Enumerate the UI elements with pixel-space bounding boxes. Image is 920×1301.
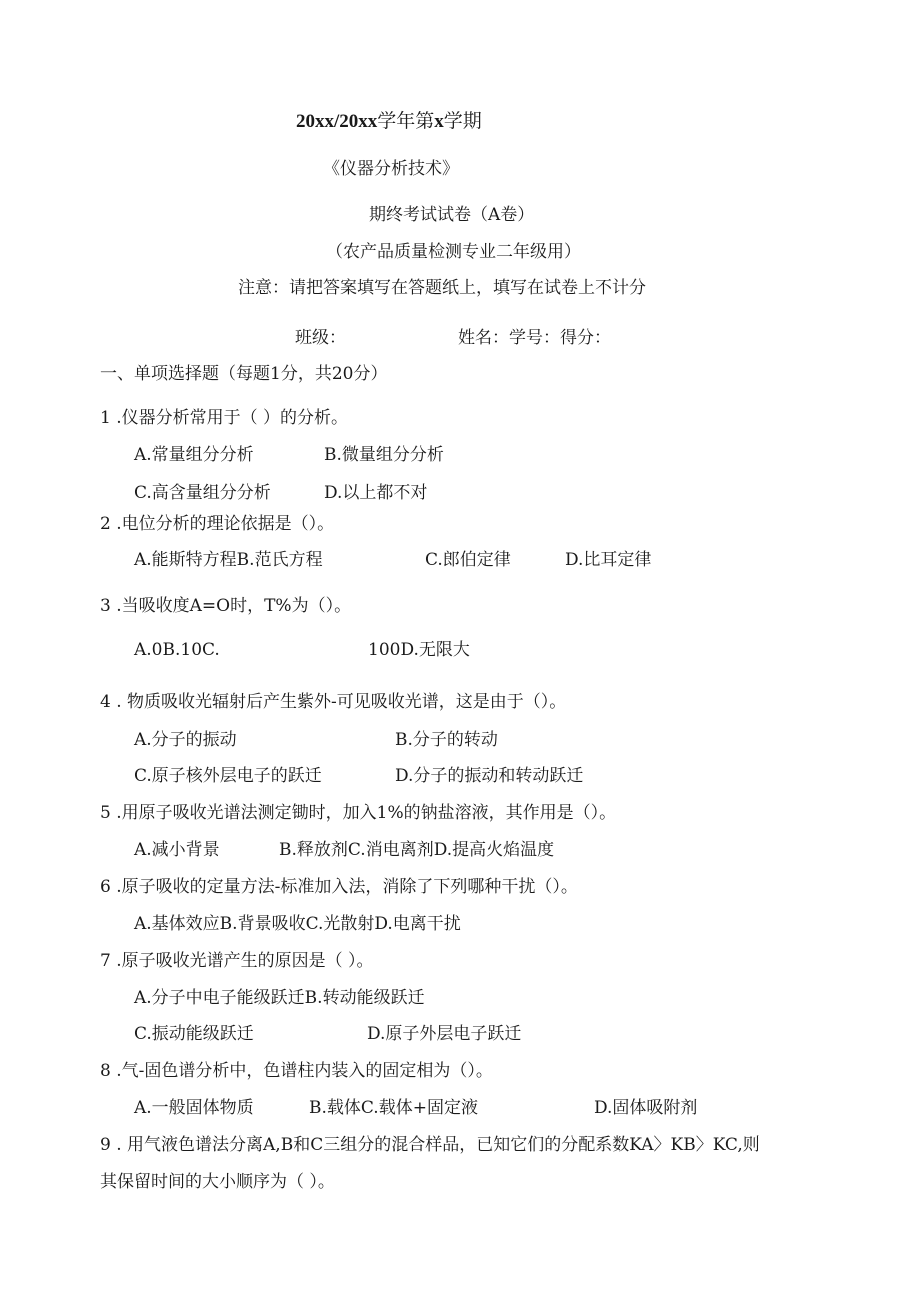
class-label: 班级： bbox=[295, 328, 346, 348]
q6-options: A.基体效应B.背景吸收C.光散射D.电离干扰 bbox=[134, 914, 461, 934]
q3-options-abc: A.0B.10C. bbox=[134, 640, 220, 660]
q1-option-a: A.常量组分分析 bbox=[134, 445, 254, 465]
q8-option-a: A.一般固体物质 bbox=[134, 1098, 254, 1118]
question-1: 1 .仪器分析常用于（ ）的分析。 bbox=[100, 408, 349, 428]
q2-options-ab: A.能斯特方程B.范氏方程 bbox=[134, 550, 323, 570]
question-6: 6 .原子吸收的定量方法-标准加入法，消除了下列哪种干扰（）。 bbox=[100, 877, 578, 897]
question-2: 2 .电位分析的理论依据是（）。 bbox=[100, 514, 335, 534]
q1-option-d: D.以上都不对 bbox=[324, 483, 428, 503]
q1-option-c: C.高含量组分分析 bbox=[134, 483, 271, 503]
q1-option-b: B.微量组分分析 bbox=[324, 445, 444, 465]
q3-option-d: 100D.无限大 bbox=[368, 640, 470, 660]
question-3: 3 .当吸收度A=O时，T%为（）。 bbox=[100, 596, 352, 616]
question-9: 9 . 用气液色谱法分离A,B和C三组分的混合样品，已知它们的分配系数KA〉KB〉KC,则 bbox=[100, 1135, 760, 1155]
name-id-score-labels: 姓名：学号：得分： bbox=[458, 328, 611, 348]
q4-option-b: B.分子的转动 bbox=[395, 730, 498, 750]
q7-option-c: C.振动能级跃迁 bbox=[134, 1024, 254, 1044]
question-4: 4 . 物质吸收光辐射后产生紫外-可见吸收光谱，这是由于（）。 bbox=[100, 692, 567, 712]
q4-option-d: D.分子的振动和转动跃迁 bbox=[395, 766, 584, 786]
q7-option-d: D.原子外层电子跃迁 bbox=[367, 1024, 522, 1044]
question-9-continued: 其保留时间的大小顺序为（ ）。 bbox=[100, 1172, 335, 1192]
q5-options-bcd: B.释放剂C.消电离剂D.提高火焰温度 bbox=[279, 840, 555, 860]
q8-option-d: D.固体吸附剂 bbox=[594, 1098, 698, 1118]
section-title: 一、单项选择题（每题1分，共20分） bbox=[100, 364, 388, 384]
q5-option-a: A.减小背景 bbox=[134, 840, 220, 860]
q4-option-c: C.原子核外层电子的跃迁 bbox=[134, 766, 322, 786]
q7-options-ab: A.分子中电子能级跃迁B.转动能级跃迁 bbox=[134, 988, 425, 1008]
question-7: 7 .原子吸收光谱产生的原因是（ ）。 bbox=[100, 951, 374, 971]
term-years: 20xx/20xx bbox=[296, 111, 378, 132]
term-text-year: 学年第 bbox=[377, 111, 435, 132]
exam-title: 期终考试试卷（A卷） bbox=[369, 205, 535, 225]
term-number: x bbox=[434, 111, 444, 132]
audience-note: （农产品质量检测专业二年级用） bbox=[326, 242, 581, 262]
term-text-semester: 学期 bbox=[443, 111, 482, 132]
q2-option-c: C.郎伯定律 bbox=[425, 550, 511, 570]
notice: 注意：请把答案填写在答题纸上，填写在试卷上不计分 bbox=[238, 278, 646, 298]
question-5: 5 .用原子吸收光谱法测定锄时，加入1%的钠盐溶液，其作用是（）。 bbox=[100, 803, 617, 823]
q8-options-bc: B.载体C.载体+固定液 bbox=[309, 1098, 478, 1118]
q4-option-a: A.分子的振动 bbox=[134, 730, 237, 750]
term-title bbox=[296, 110, 482, 134]
question-8: 8 .气-固色谱分析中，色谱柱内装入的固定相为（）。 bbox=[100, 1061, 493, 1081]
q2-option-d: D.比耳定律 bbox=[565, 550, 652, 570]
course-title: 《仪器分析技术》 bbox=[323, 159, 459, 179]
